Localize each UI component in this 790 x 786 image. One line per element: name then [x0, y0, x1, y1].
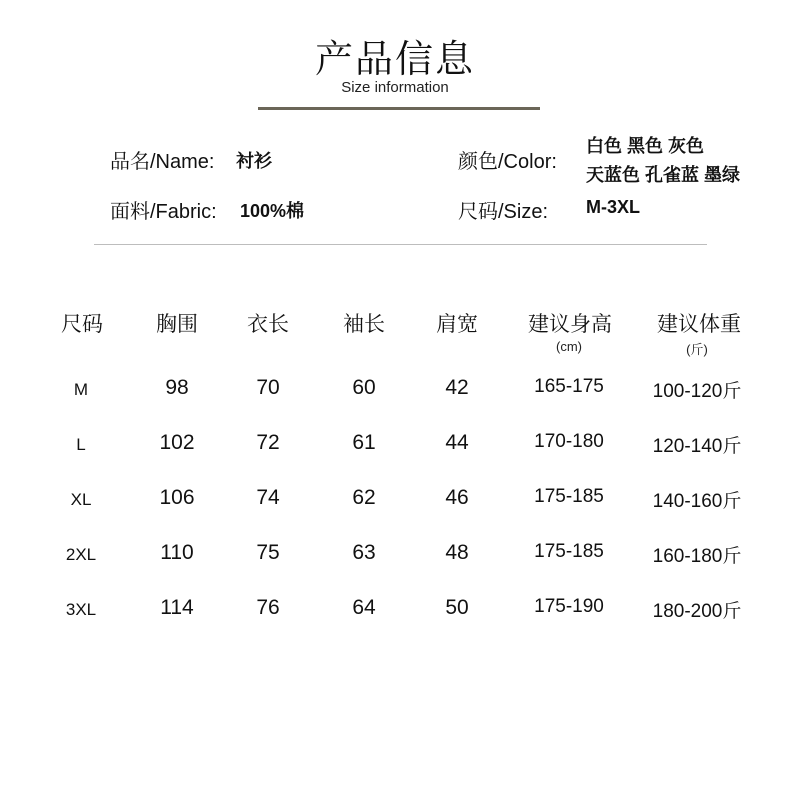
table-cell-sleeve: 61 [352, 431, 376, 454]
table-cell-chest: 110 [160, 541, 194, 564]
table-cell-length: 76 [256, 596, 280, 619]
header-sleeve: 袖长 [343, 313, 385, 336]
table-cell-length: 70 [256, 376, 280, 399]
table-cell-height: 165-175 [534, 376, 604, 397]
page-title: 产品信息 [314, 39, 475, 81]
table-cell-length: 75 [256, 541, 280, 564]
table-cell-size: 3XL [65, 600, 97, 619]
table-cell-height: 170-180 [534, 431, 604, 452]
header-size: 尺码 [61, 313, 103, 336]
table-cell-weight: 100-120斤 [652, 381, 742, 402]
table-cell-sleeve: 60 [352, 376, 376, 399]
table-cell-sleeve: 64 [352, 596, 376, 619]
table-cell-sleeve: 62 [352, 486, 376, 509]
table-cell-height: 175-190 [534, 596, 604, 617]
table-cell-weight: 140-160斤 [652, 491, 742, 512]
table-cell-weight: 180-200斤 [652, 601, 742, 622]
table-cell-shoulder: 46 [445, 486, 469, 509]
fabric-label: 面料/Fabric: [110, 201, 217, 223]
color-label: 颜色/Color: [458, 151, 557, 173]
table-cell-size: M [73, 380, 89, 399]
table-cell-size: L [76, 435, 86, 454]
table-cell-weight: 120-140斤 [652, 436, 742, 457]
header-weight: 建议体重 [657, 313, 741, 336]
height-unit: (cm) [556, 339, 582, 354]
header-shoulder: 肩宽 [436, 313, 478, 336]
color-value-line1: 白色 黑色 灰色 [586, 136, 705, 156]
table-cell-chest: 106 [159, 486, 195, 509]
table-cell-height: 175-185 [534, 486, 604, 507]
page-subtitle: Size information [341, 79, 449, 96]
table-cell-chest: 114 [160, 596, 194, 619]
name-value: 衬衫 [236, 151, 272, 171]
table-cell-sleeve: 63 [352, 541, 376, 564]
table-cell-chest: 102 [159, 431, 195, 454]
table-cell-chest: 98 [165, 376, 189, 399]
color-value-line2: 天蓝色 孔雀蓝 墨绿 [586, 165, 741, 185]
table-cell-height: 175-185 [534, 541, 604, 562]
table-cell-length: 72 [256, 431, 280, 454]
header-height: 建议身高 [528, 313, 612, 336]
table-cell-shoulder: 42 [445, 376, 469, 399]
weight-unit: (斤) [686, 342, 708, 357]
table-cell-shoulder: 50 [445, 596, 469, 619]
table-cell-shoulder: 44 [445, 431, 469, 454]
table-cell-length: 74 [256, 486, 280, 509]
fabric-value: 100%棉 [240, 201, 305, 221]
table-cell-size: 2XL [65, 545, 97, 564]
table-cell-shoulder: 48 [445, 541, 469, 564]
title-divider [258, 107, 540, 110]
header-length: 衣长 [247, 313, 289, 336]
size-label: 尺码/Size: [458, 201, 549, 223]
table-cell-weight: 160-180斤 [652, 546, 742, 567]
table-cell-size: XL [70, 490, 92, 509]
size-value: M-3XL [586, 197, 640, 217]
header-chest: 胸围 [156, 313, 198, 336]
name-label: 品名/Name: [110, 151, 215, 173]
info-divider [94, 244, 707, 245]
